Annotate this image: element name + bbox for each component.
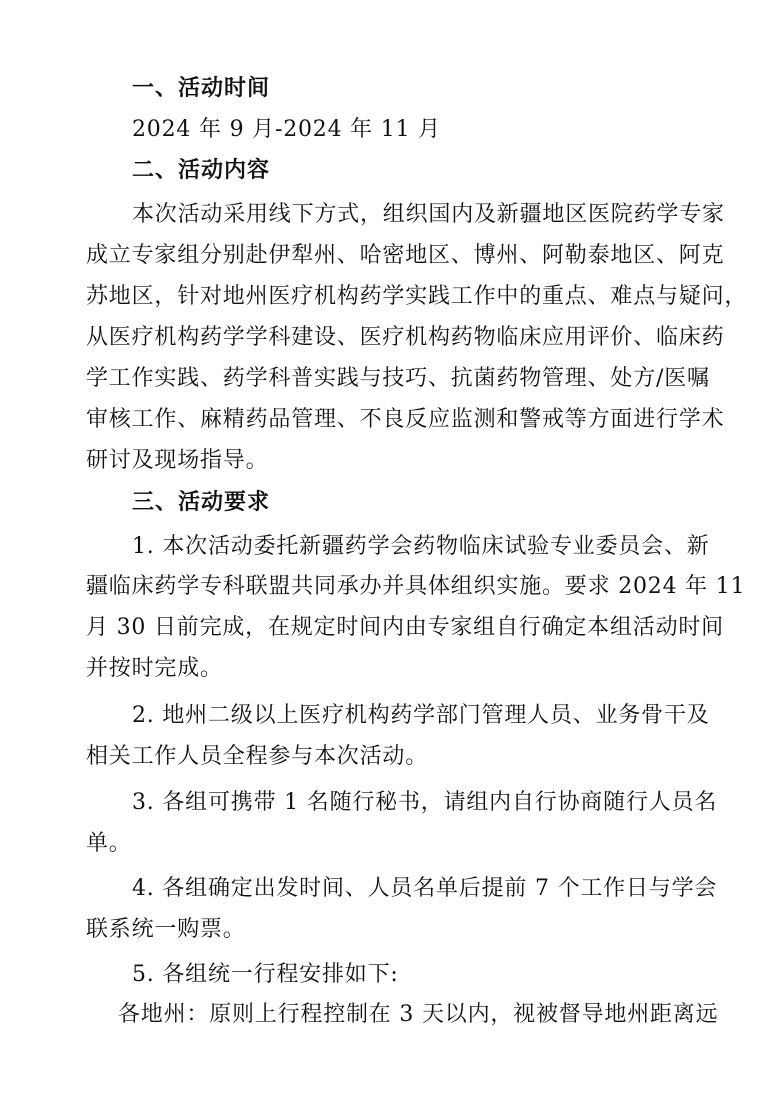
requirement-item-2-line: 2. 地州二级以上医疗机构药学部门管理人员、业务骨干及 — [132, 703, 710, 728]
requirement-item-1-line: 疆临床药学专科联盟共同承办并具体组织实施。要求 2024 年 11 — [86, 574, 746, 599]
itinerary-paragraph-line: 各地州：原则上行程控制在 3 天以内，视被督导地州距离远 — [118, 1002, 719, 1027]
content-paragraph-line: 本次活动采用线下方式，组织国内及新疆地区医院药学专家 — [132, 202, 725, 227]
requirement-item-4-line: 4. 各组确定出发时间、人员名单后提前 7 个工作日与学会 — [132, 876, 718, 901]
section-heading-content: 二、活动内容 — [132, 158, 271, 183]
section-heading-requirements: 三、活动要求 — [132, 490, 271, 515]
requirement-item-3-line: 3. 各组可携带 1 名随行秘书，请组内自行协商随行人员名 — [132, 790, 718, 815]
activity-date: 2024 年 9 月-2024 年 11 月 — [132, 117, 441, 142]
content-paragraph-line: 成立专家组分别赴伊犁州、哈密地区、博州、阿勒泰地区、阿克 — [86, 243, 725, 268]
requirement-item-1-line: 1. 本次活动委托新疆药学会药物临床试验专业委员会、新 — [132, 534, 710, 559]
content-paragraph-line: 研讨及现场指导。 — [86, 448, 269, 473]
content-paragraph-line: 从医疗机构药学学科建设、医疗机构药物临床应用评价、临床药 — [86, 325, 725, 350]
content-paragraph-line: 审核工作、麻精药品管理、不良反应监测和警戒等方面进行学术 — [86, 407, 725, 432]
content-paragraph-line: 苏地区，针对地州医疗机构药学实践工作中的重点、难点与疑问， — [86, 284, 748, 309]
requirement-item-4-line: 联系统一购票。 — [86, 917, 246, 942]
requirement-item-1-line: 月 30 日前完成，在规定时间内由专家组自行确定本组活动时间 — [86, 615, 724, 640]
content-paragraph-line: 学工作实践、药学科普实践与技巧、抗菌药物管理、处方/医嘱 — [86, 366, 710, 391]
requirement-item-5-line: 5. 各组统一行程安排如下: — [132, 962, 399, 987]
requirement-item-1-line: 并按时完成。 — [86, 656, 223, 681]
section-heading-time: 一、活动时间 — [132, 76, 271, 101]
requirement-item-3-line: 单。 — [86, 831, 132, 856]
requirement-item-2-line: 相关工作人员全程参与本次活动。 — [86, 744, 429, 769]
